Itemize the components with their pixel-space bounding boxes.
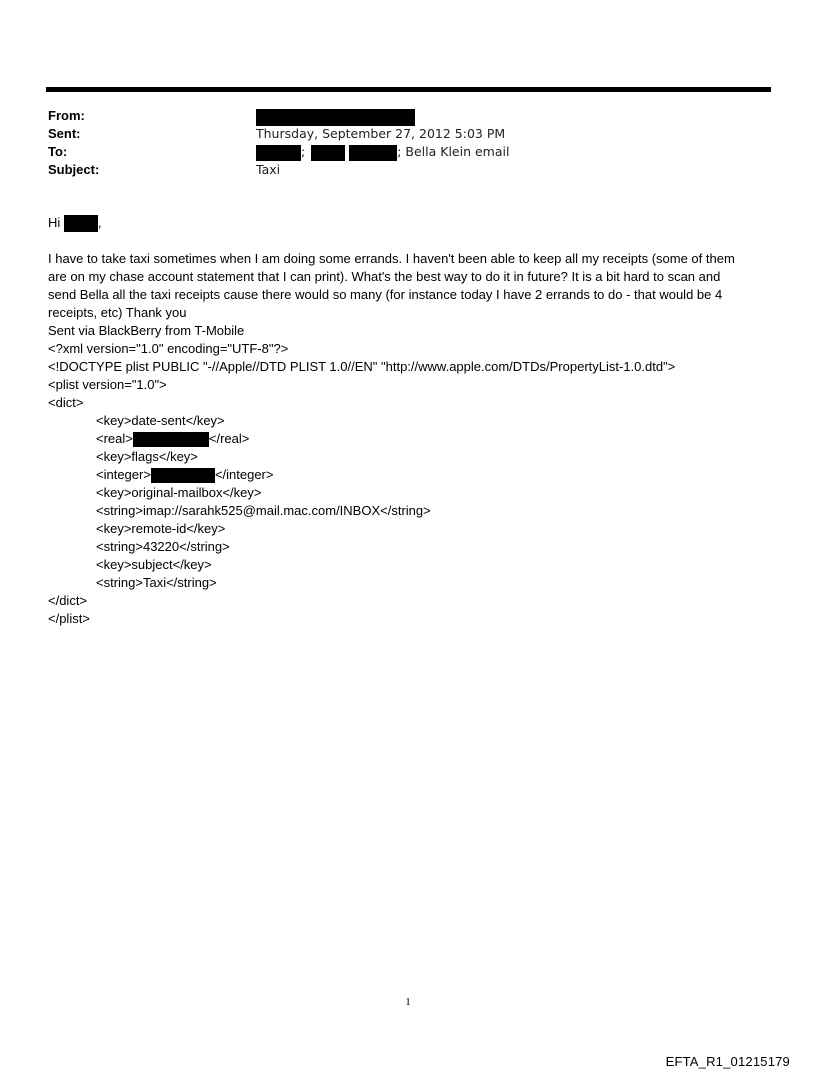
page-number: 1: [405, 996, 411, 1008]
xml-real-open: <real>: [96, 431, 133, 446]
to-recipient-named: ; Bella Klein email: [397, 144, 510, 159]
to-value: [256, 143, 509, 161]
redaction-block: [64, 215, 98, 232]
xml-string-remote-id: <string>43220</string>: [96, 539, 230, 554]
subject-row: [48, 161, 768, 179]
xml-string-subject: <string>Taxi</string>: [96, 575, 217, 590]
header-rule: [46, 87, 771, 92]
sent-row: [48, 125, 768, 143]
email-header: [48, 107, 768, 179]
xml-key-date-sent: <key>date-sent</key>: [96, 413, 225, 428]
xml-integer-open: <integer>: [96, 467, 151, 482]
message-paragraph: [48, 250, 768, 322]
redaction-block: [349, 145, 397, 161]
sent-label: Sent:: [48, 126, 81, 141]
to-separator: ;: [301, 144, 306, 159]
xml-declaration: <?xml version="1.0" encoding="UTF-8"?>: [48, 341, 289, 356]
email-body: [48, 214, 768, 628]
greeting-suffix: ,: [97, 215, 102, 230]
xml-key-flags: <key>flags</key>: [96, 449, 198, 464]
xml-plist-close: </plist>: [48, 611, 90, 626]
from-row: [48, 107, 768, 125]
xml-dict-open: <dict>: [48, 395, 84, 410]
xml-integer-close: </integer>: [214, 467, 274, 482]
to-row: [48, 143, 768, 161]
xml-dict-close: </dict>: [48, 593, 88, 608]
from-value: [256, 107, 415, 126]
paragraph-line: I have to take taxi sometimes when I am doing some errands. I haven't been able to keep all my receipts (some of them: [48, 251, 735, 266]
xml-key-remote-id: <key>remote-id</key>: [96, 521, 226, 536]
xml-key-original-mailbox: <key>original-mailbox</key>: [96, 485, 262, 500]
subject-value: Taxi: [256, 162, 281, 177]
xml-real-close: </real>: [208, 431, 250, 446]
xml-integer: [48, 466, 768, 484]
bates-number: EFTA_R1_01215179: [665, 1054, 790, 1069]
xml-doctype: <!DOCTYPE plist PUBLIC "-//Apple//DTD PLIST 1.0//EN" "http://www.apple.com/DTDs/PropertyList-1.0.dtd">: [48, 359, 676, 374]
from-label: From:: [48, 108, 85, 123]
greeting: [48, 214, 768, 232]
subject-label: Subject:: [48, 162, 100, 177]
paragraph-line: send Bella all the taxi receipts cause there would so many (for instance today I have 2 errands to do - that would be 4: [48, 287, 723, 302]
redaction-block: [256, 109, 415, 126]
redaction-block: [151, 468, 215, 483]
xml-key-subject: <key>subject</key>: [96, 557, 212, 572]
paragraph-line: are on my chase account statement that I can print). What's the best way to do it in future? It is a bit hard to scan and: [48, 269, 721, 284]
redaction-block: [256, 145, 301, 161]
signature: Sent via BlackBerry from T-Mobile: [48, 323, 245, 338]
greeting-prefix: Hi: [48, 215, 61, 230]
xml-string-mailbox: <string>imap://sarahk525@mail.mac.com/INBOX</string>: [96, 503, 431, 518]
xml-real: [48, 430, 768, 448]
paragraph-line: receipts, etc) Thank you: [48, 305, 187, 320]
redaction-block: [311, 145, 345, 161]
xml-plist-open: <plist version="1.0">: [48, 377, 167, 392]
sent-value: Thursday, September 27, 2012 5:03 PM: [256, 126, 506, 141]
xml-block: [48, 340, 768, 628]
redaction-block: [133, 432, 209, 447]
to-label: To:: [48, 144, 68, 159]
